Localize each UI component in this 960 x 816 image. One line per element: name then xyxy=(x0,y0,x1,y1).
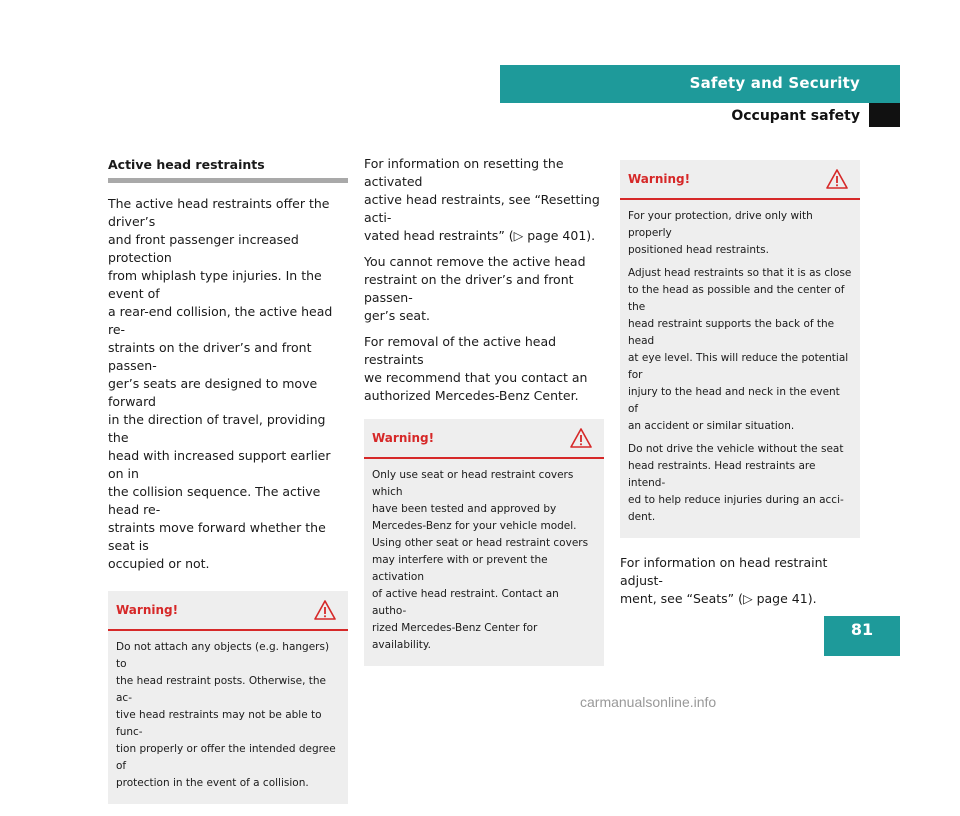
warning-triangle-icon xyxy=(826,168,848,190)
page-number-box xyxy=(824,616,900,656)
warning-header xyxy=(108,591,348,631)
warning-title: Warning! xyxy=(116,603,179,617)
warning-header xyxy=(620,160,860,200)
section-title: Safety and Security xyxy=(689,74,860,92)
warning-text: Do not attach any objects (e.g. hangers) to the head restraint posts. Otherwise, the ac- tive head restraints may not be able to func- tion properly or offer the intended degree of protection in the event of a collision. xyxy=(116,641,336,789)
warning-title: Warning! xyxy=(628,172,691,186)
removal-note-paragraph: You cannot remove the active head restraint on the driver’s and front passen- ger’s seat. xyxy=(364,254,586,323)
column-3 xyxy=(620,160,860,616)
warning-title: Warning! xyxy=(372,431,435,445)
header-band xyxy=(500,65,900,103)
warning-header xyxy=(364,419,604,459)
warning-text: For your protection, drive only with properly positioned head restraints. xyxy=(628,210,813,256)
warning-text: Only use seat or head restraint covers which have been tested and approved by Mercedes-Benz for your vehicle model. Using other seat or head restraint covers may interfere with or prevent the activation of active head restraint. Contact an autho- rized Mercedes-Benz Center for availability. xyxy=(372,469,589,651)
adjustment-info-paragraph: For information on head restraint adjust- ment, see “Seats” (▷ page 41). xyxy=(620,555,828,606)
removal-contact-paragraph: For removal of the active head restraints we recommend that you contact an authorized Mercedes-Benz Center. xyxy=(364,334,588,403)
column-2 xyxy=(364,155,604,678)
section-heading: Active head restraints xyxy=(108,157,265,172)
warning-box-covers xyxy=(364,419,604,666)
watermark: carmanualsonline.info xyxy=(580,694,717,710)
header-subrow xyxy=(500,103,900,127)
warning-box-positioning xyxy=(620,160,860,538)
reset-info-paragraph: For information on resetting the activated active head restraints, see “Resetting acti- vated head restraints” (▷ page 401). xyxy=(364,156,600,243)
warning-body xyxy=(620,200,860,538)
warning-triangle-icon xyxy=(570,427,592,449)
warning-body xyxy=(108,631,348,804)
warning-text: Do not drive the vehicle without the seat head restraints. Head restraints are intend- ed to help reduce injuries during an acci- dent. xyxy=(628,443,844,523)
page-subtitle: Occupant safety xyxy=(731,108,860,124)
warning-box-attachments xyxy=(108,591,348,804)
header-tab-marker xyxy=(869,103,900,127)
heading-rule xyxy=(108,178,348,183)
intro-paragraph: The active head restraints offer the driver’s and front passenger increased protection from whiplash type injuries. In the event of a rear-end collision, the active head re- straints on the driver’s and front passen- ger’s seats are designed to move forward in the direction of travel, providing the head with increased support earlier on in the collision sequence. The active head re- straints move forward whether the seat is occupied or not. xyxy=(108,196,333,571)
warning-text: Adjust head restraints so that it is as close to the head as possible and the center of the head restraint supports the back of the head at eye level. This will reduce the potential for injury to the head and neck in the event of an accident or similar situation. xyxy=(628,267,852,432)
page-number: 81 xyxy=(850,620,874,639)
column-1 xyxy=(108,155,348,816)
warning-triangle-icon xyxy=(314,599,336,621)
warning-body xyxy=(364,459,604,666)
